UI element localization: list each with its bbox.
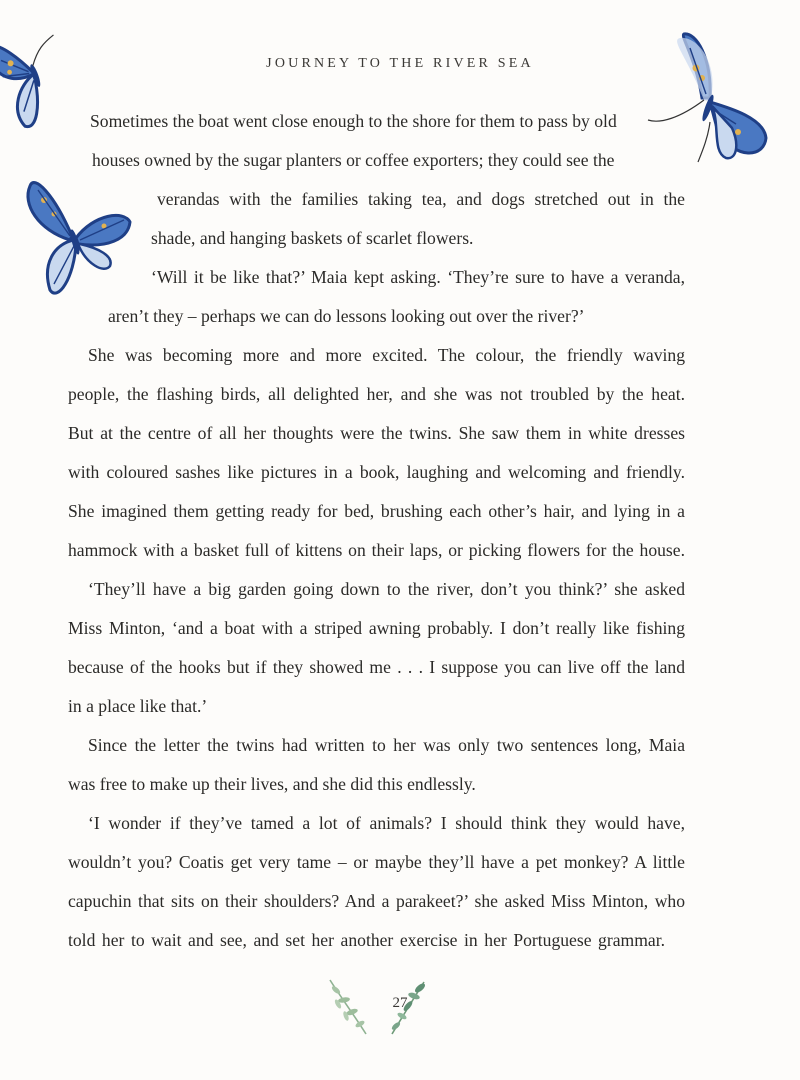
text-line: But at the centre of all her thoughts were the twins. She saw them in white dresses (68, 423, 685, 443)
butterfly-icon (0, 10, 72, 140)
text-line: She imagined them getting ready for bed, brushing each other’s hair, and lying in a (68, 501, 685, 521)
text-line: shade, and hanging baskets of scarlet flowers. (151, 228, 474, 248)
butterfly-icon (640, 28, 770, 173)
running-header: JOURNEY TO THE RIVER SEA (266, 56, 534, 71)
text-line: capuchin that sits on their shoulders? And a parakeet?’ she asked Miss Minton, who (68, 891, 685, 911)
text-line: She was becoming more and more excited. The colour, the friendly waving (88, 345, 685, 365)
text-line: ‘I wonder if they’ve tamed a lot of animals? I should think they would have, (88, 813, 685, 833)
text-line: ‘They’ll have a big garden going down to the river, don’t you think?’ she asked (88, 579, 685, 599)
text-line: hammock with a basket full of kittens on their laps, or picking flowers for the house. (68, 540, 685, 560)
text-line: because of the hooks but if they showed me . . . I suppose you can live off the land (68, 657, 685, 677)
text-line: houses owned by the sugar planters or coffee exporters; they could see the (92, 150, 615, 170)
text-line: in a place like that.’ (68, 696, 208, 716)
text-line: Sometimes the boat went close enough to the shore for them to pass by old (90, 111, 617, 131)
page-number: 27 (392, 995, 408, 1011)
text-line: aren’t they – perhaps we can do lessons looking out over the river?’ (108, 306, 585, 326)
text-line: was free to make up their lives, and she did this endlessly. (68, 774, 476, 794)
butterfly-icon (14, 174, 136, 302)
text-line: ‘Will it be like that?’ Maia kept asking. ‘They’re sure to have a veranda, (151, 267, 685, 287)
text-line: Miss Minton, ‘and a boat with a striped awning probably. I don’t really like fishing (68, 618, 685, 638)
text-line: verandas with the families taking tea, and dogs stretched out in the (157, 189, 685, 209)
text-line: with coloured sashes like pictures in a book, laughing and welcoming and friendly. (68, 462, 685, 482)
text-line: people, the flashing birds, all delighted her, and she was not troubled by the heat. (68, 384, 685, 404)
text-line: Since the letter the twins had written to her was only two sentences long, Maia (88, 735, 685, 755)
text-line: told her to wait and see, and set her another exercise in her Portuguese grammar. (68, 930, 665, 950)
text-line: wouldn’t you? Coatis get very tame – or maybe they’ll have a pet monkey? A little (68, 852, 685, 872)
